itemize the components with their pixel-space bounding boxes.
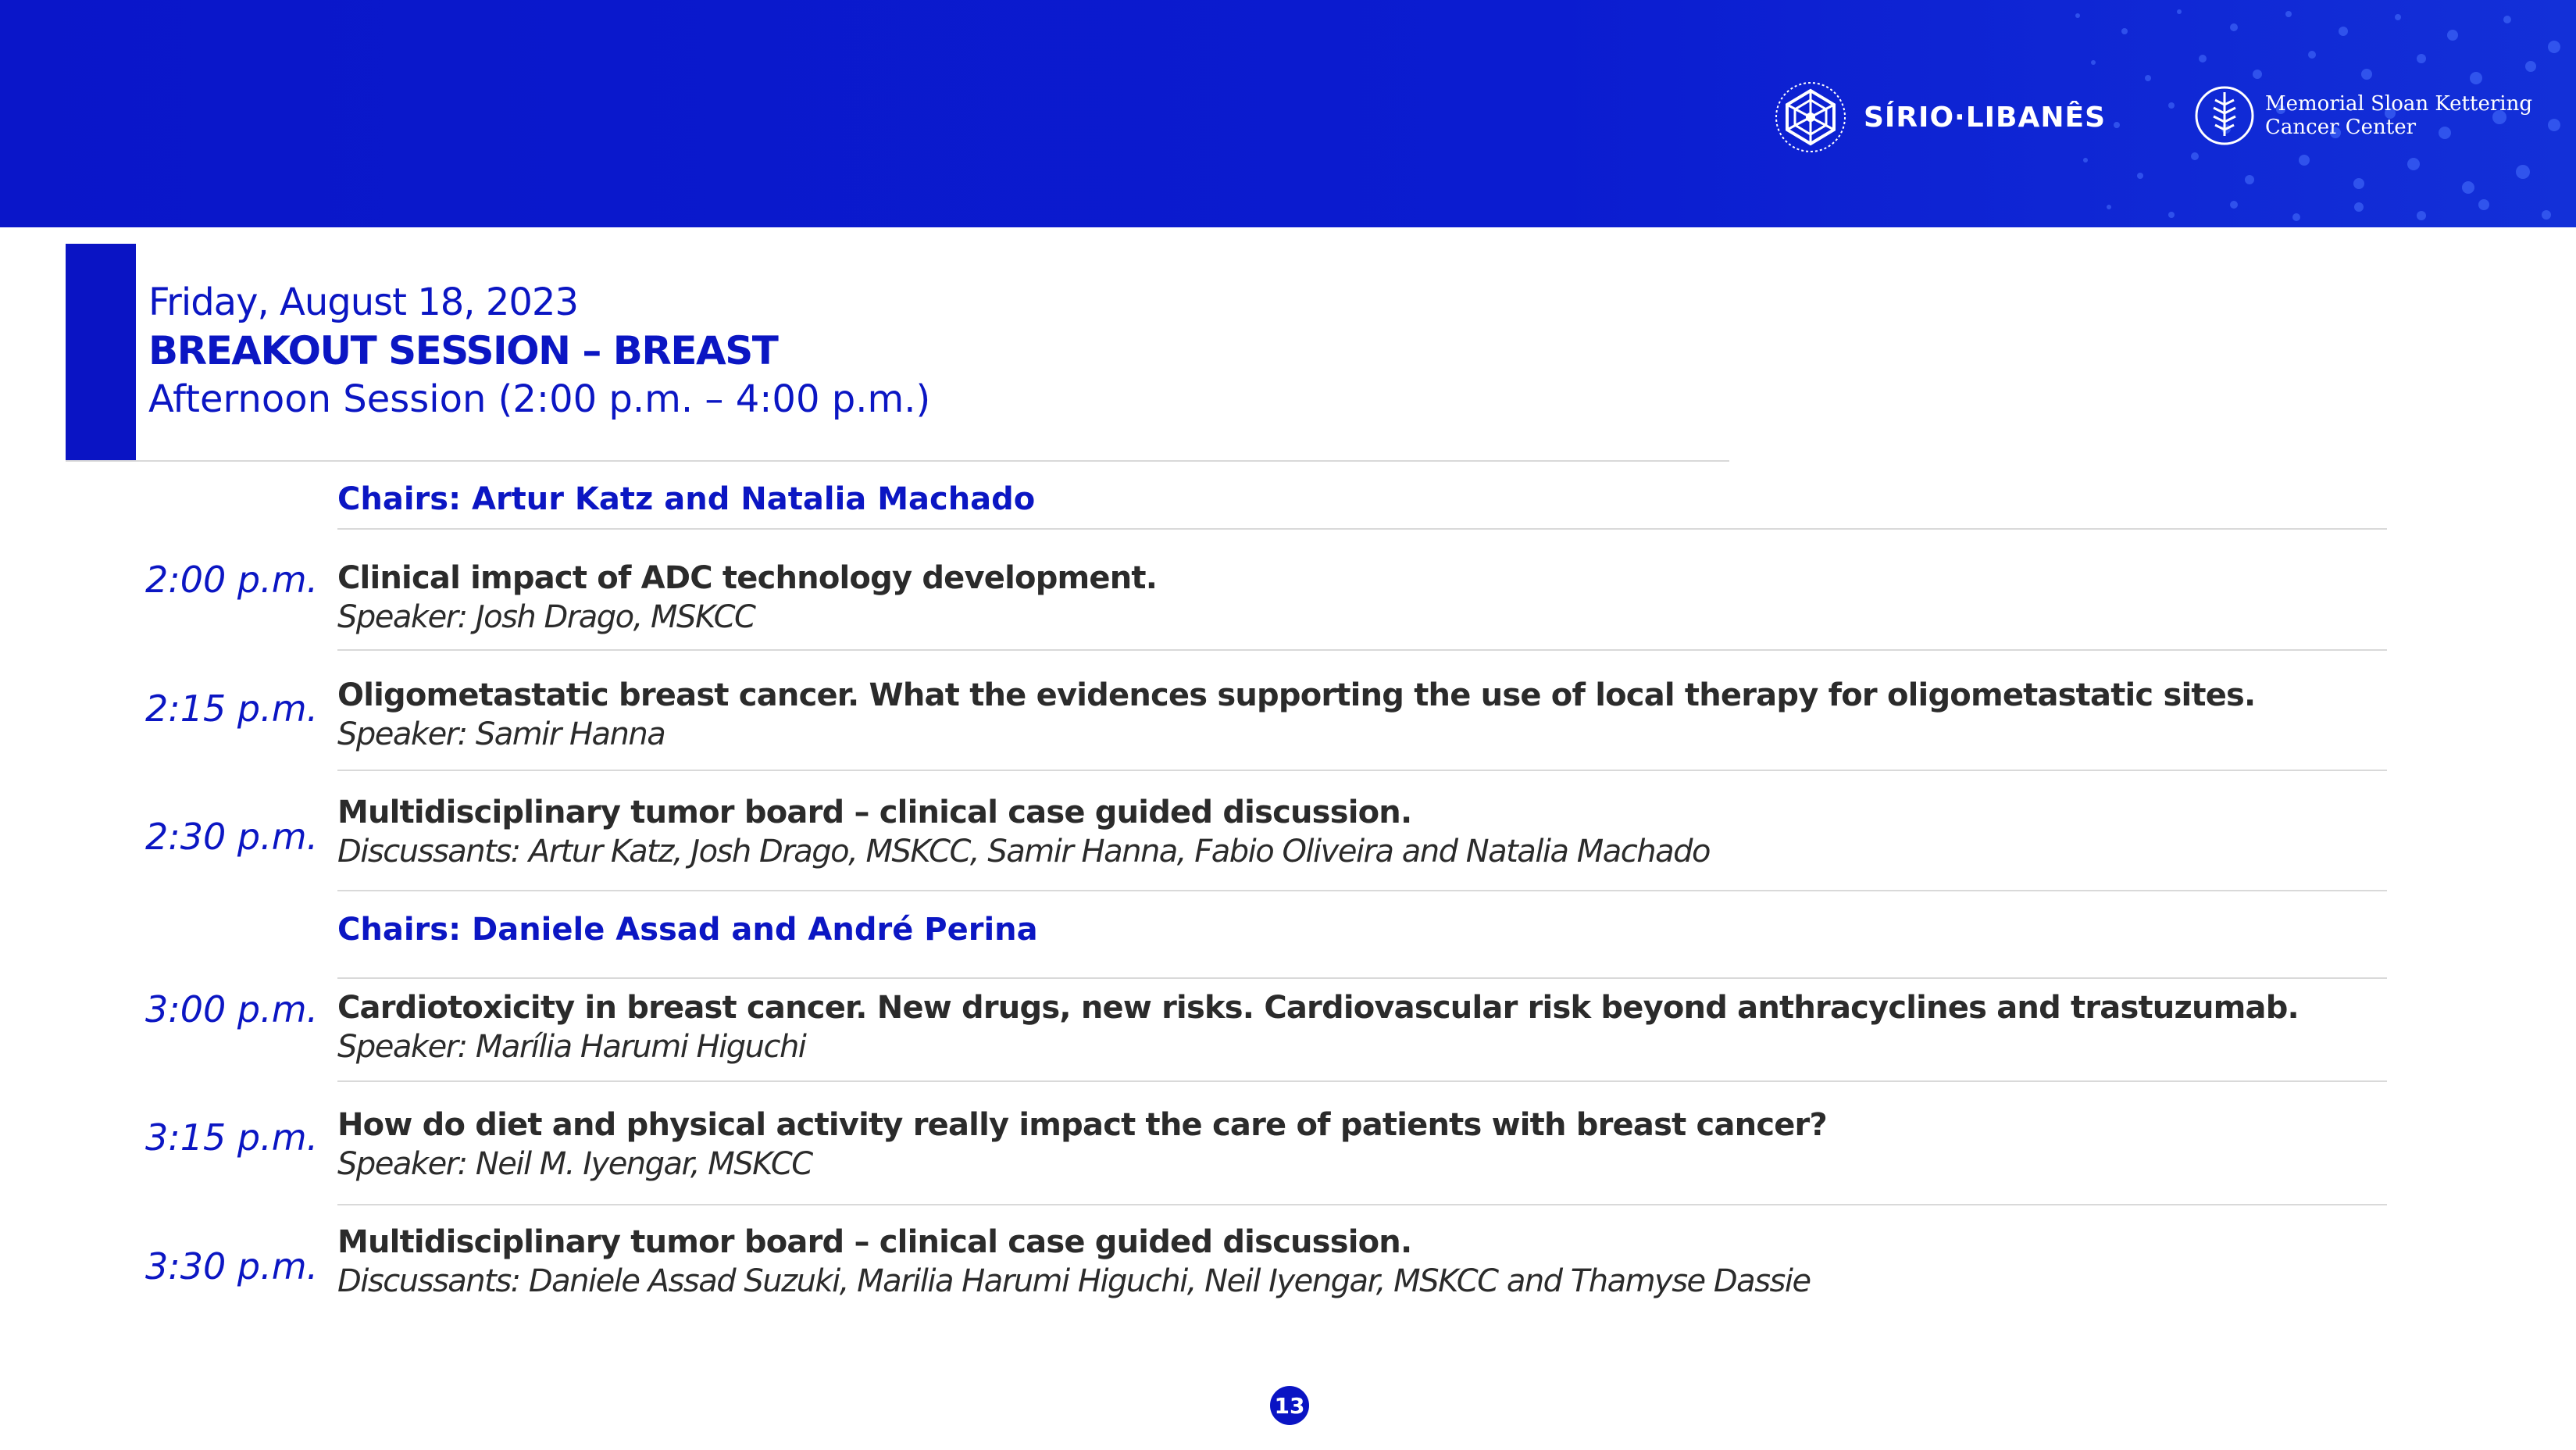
time-slot: 3:30 p.m. xyxy=(145,1245,319,1288)
mskcc-wordmark-line2: Cancer Center xyxy=(2265,116,2417,139)
accent-bar xyxy=(66,244,136,461)
row-divider xyxy=(337,1080,2387,1082)
row-divider xyxy=(337,649,2387,651)
talk-title: Cardiotoxicity in breast cancer. New drugs, new risks. Cardiovascular risk beyond anthracyclines and trastuzumab. xyxy=(337,990,2299,1026)
talk-title: Multidisciplinary tumor board – clinical case guided discussion. xyxy=(337,1224,1412,1260)
talk-title: Oligometastatic breast cancer. What the evidences supporting the use of local therapy for oligometastatic sites. xyxy=(337,677,2256,713)
mskcc-wordmark-line1: Memorial Sloan Kettering xyxy=(2265,92,2532,116)
talk-speaker: Discussants: Artur Katz, Josh Drago, MSKCC, Samir Hanna, Fabio Oliveira and Natalia Machado xyxy=(337,834,1711,870)
talk-title: Clinical impact of ADC technology development. xyxy=(337,560,1158,596)
session-title: BREAKOUT SESSION – BREAST xyxy=(148,328,778,373)
sirio-libanes-wordmark: SÍRIO·LIBANÊS xyxy=(1864,101,2106,134)
agenda-item xyxy=(337,793,1710,871)
session-time-range: Afternoon Session (2:00 p.m. – 4:00 p.m.) xyxy=(148,377,931,421)
session-header xyxy=(148,278,930,423)
session-date: Friday, August 18, 2023 xyxy=(148,280,578,324)
chairs-heading-2: Chairs: Daniele Assad and André Perina xyxy=(337,912,1038,948)
sirio-libanes-logo xyxy=(1773,82,2106,152)
chairs-heading-1: Chairs: Artur Katz and Natalia Machado xyxy=(337,481,1036,517)
mskcc-logo xyxy=(2193,81,2532,150)
talk-speaker: Speaker: Samir Hanna xyxy=(337,716,665,752)
row-divider xyxy=(337,977,2387,979)
row-divider xyxy=(337,890,2387,891)
sirio-libanes-emblem-icon xyxy=(1773,80,1848,155)
talk-speaker: Speaker: Josh Drago, MSKCC xyxy=(337,599,755,635)
row-divider xyxy=(337,1204,2387,1205)
time-slot: 3:00 p.m. xyxy=(145,988,319,1030)
agenda-item xyxy=(337,1105,1827,1184)
agenda-item xyxy=(337,559,1157,637)
talk-speaker: Speaker: Marília Harumi Higuchi xyxy=(337,1029,806,1065)
agenda-item xyxy=(337,988,2299,1066)
time-slot: 2:00 p.m. xyxy=(145,559,319,601)
agenda-item xyxy=(337,1223,1811,1301)
talk-speaker: Speaker: Neil M. Iyengar, MSKCC xyxy=(337,1146,812,1182)
time-slot: 3:15 p.m. xyxy=(145,1116,319,1159)
agenda-item xyxy=(337,676,2255,754)
mskcc-emblem-icon xyxy=(2193,81,2256,150)
talk-speaker: Discussants: Daniele Assad Suzuki, Marilia Harumi Higuchi, Neil Iyengar, MSKCC and Thamyse Dassie xyxy=(337,1263,1811,1299)
time-slot: 2:30 p.m. xyxy=(145,816,319,858)
row-divider xyxy=(337,770,2387,771)
header-banner xyxy=(0,0,2576,227)
talk-title: Multidisciplinary tumor board – clinical case guided discussion. xyxy=(337,795,1412,830)
talk-title: How do diet and physical activity really impact the care of patients with breast cancer? xyxy=(337,1107,1827,1143)
page-number: 13 xyxy=(1270,1386,1309,1425)
header-divider xyxy=(66,460,1729,462)
mskcc-wordmark xyxy=(2265,92,2532,139)
time-slot: 2:15 p.m. xyxy=(145,688,319,730)
row-divider xyxy=(337,528,2387,530)
